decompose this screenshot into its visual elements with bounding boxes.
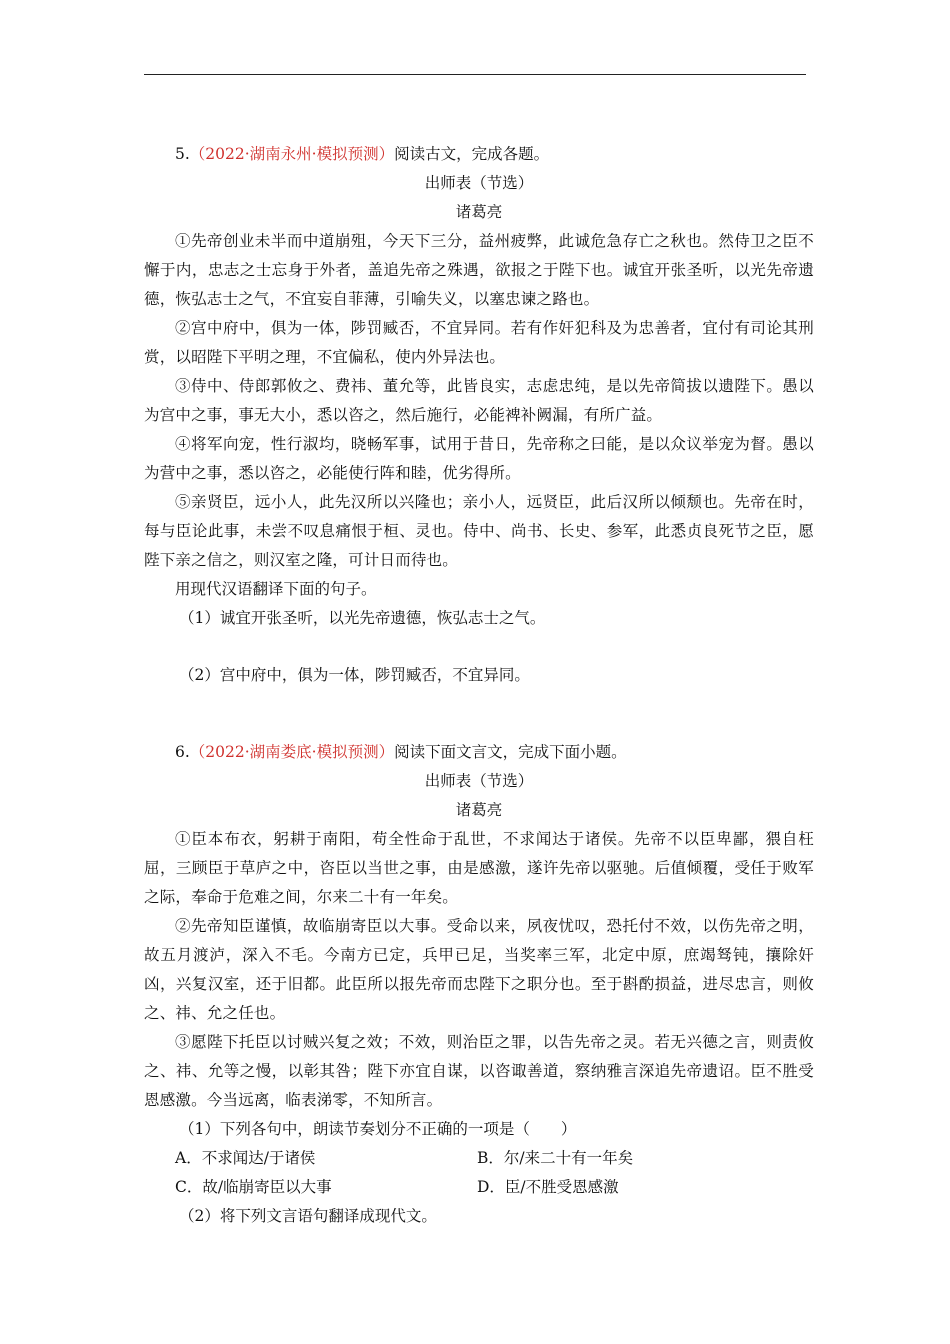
question-5-prompt: 阅读古文，完成各题。 [394, 145, 550, 163]
question-6-heading [144, 738, 814, 767]
question-5-subquestion-2: （2）宫中府中，俱为一体，陟罚臧否，不宜异同。 [179, 666, 530, 684]
question-5-paragraph-3: ③侍中、侍郎郭攸之、费祎、董允等，此皆良实，志虑忠纯，是以先帝简拔以遗陛下。愚以为宫中之事，事无大小，悉以咨之，然后施行，必能裨补阙漏，有所广益。 [144, 377, 814, 424]
document-body [144, 140, 814, 1231]
question-6-paragraph-2: ②先帝知臣谨慎，故临崩寄臣以大事。受命以来，夙夜忧叹，恐托付不效，以伤先帝之明，故五月渡泸，深入不毛。今南方已定，兵甲已足，当奖率三军，北定中原，庶竭驽钝，攘除奸凶，兴复汉室，还于旧都。此臣所以报先帝而忠陛下之职分也。至于斟酌损益，进尽忠言，则攸之、祎、允之任也。 [144, 917, 814, 1022]
option-b: B．尔/来二十有一年矣 [477, 1149, 634, 1167]
question-6-options-row-1 [144, 1144, 814, 1173]
option-a: A．不求闻达/于诸侯 [175, 1149, 316, 1167]
question-6-source: （2022·湖南娄底·模拟预测） [189, 743, 395, 761]
option-d: D．臣/不胜受恩感激 [477, 1178, 619, 1196]
question-5-source: （2022·湖南永州·模拟预测） [189, 145, 395, 163]
question-5-paragraph-4: ④将军向宠，性行淑均，晓畅军事，试用于昔日，先帝称之曰能，是以众议举宠为督。愚以为营中之事，悉以咨之，必能使行阵和睦，优劣得所。 [144, 435, 814, 482]
question-6-title: 出师表（节选） [424, 772, 534, 790]
question-6-subquestion-1: （1）下列各句中，朗读节奏划分不正确的一项是（ ） [179, 1120, 577, 1138]
question-5-heading [144, 140, 814, 169]
question-6-subquestion-2: （2）将下列文言语句翻译成现代文。 [179, 1207, 437, 1225]
question-6-paragraph-1: ①臣本布衣，躬耕于南阳，苟全性命于乱世，不求闻达于诸侯。先帝不以臣卑鄙，猥自枉屈，三顾臣于草庐之中，咨臣以当世之事，由是感激，遂许先帝以驱驰。后值倾覆，受任于败军之际，奉命于危难之间，尔来二十有一年矣。 [144, 830, 814, 906]
question-6-author: 诸葛亮 [455, 801, 503, 819]
header-rule [144, 74, 806, 75]
option-c: C．故/临崩寄臣以大事 [175, 1178, 332, 1196]
question-6-prompt: 阅读下面文言文，完成下面小题。 [394, 743, 627, 761]
question-6-number: 6. [175, 743, 190, 761]
question-6-paragraph-3: ③愿陛下托臣以讨贼兴复之效；不效，则治臣之罪，以告先帝之灵。若无兴德之言，则责攸之、祎、允等之慢，以彰其咎；陛下亦宜自谋，以咨诹善道，察纳雅言深追先帝遗诏。臣不胜受恩感激。今当远离，临表涕零，不知所言。 [144, 1033, 814, 1109]
question-5-title: 出师表（节选） [424, 174, 534, 192]
question-5-paragraph-5: ⑤亲贤臣，远小人，此先汉所以兴隆也；亲小人，远贤臣，此后汉所以倾颓也。先帝在时，每与臣论此事，未尝不叹息痛恨于桓、灵也。侍中、尚书、长史、参军，此悉贞良死节之臣，愿陛下亲之信之，则汉室之隆，可计日而待也。 [144, 493, 814, 569]
question-5-subquestion-1: （1）诚宜开张圣听，以光先帝遗德，恢弘志士之气。 [179, 609, 546, 627]
question-5-instruction: 用现代汉语翻译下面的句子。 [175, 580, 377, 598]
question-5-number: 5. [175, 145, 190, 163]
question-6-options-row-2 [144, 1173, 814, 1202]
question-5-paragraph-1: ①先帝创业未半而中道崩殂，今天下三分，益州疲弊，此诚危急存亡之秋也。然侍卫之臣不懈于内，忠志之士忘身于外者，盖追先帝之殊遇，欲报之于陛下也。诚宜开张圣听，以光先帝遗德，恢弘志士之气，不宜妄自菲薄，引喻失义，以塞忠谏之路也。 [144, 232, 814, 308]
question-5-author: 诸葛亮 [455, 203, 503, 221]
question-5-paragraph-2: ②宫中府中，俱为一体，陟罚臧否，不宜异同。若有作奸犯科及为忠善者，宜付有司论其刑赏，以昭陛下平明之理，不宜偏私，使内外异法也。 [144, 319, 814, 366]
